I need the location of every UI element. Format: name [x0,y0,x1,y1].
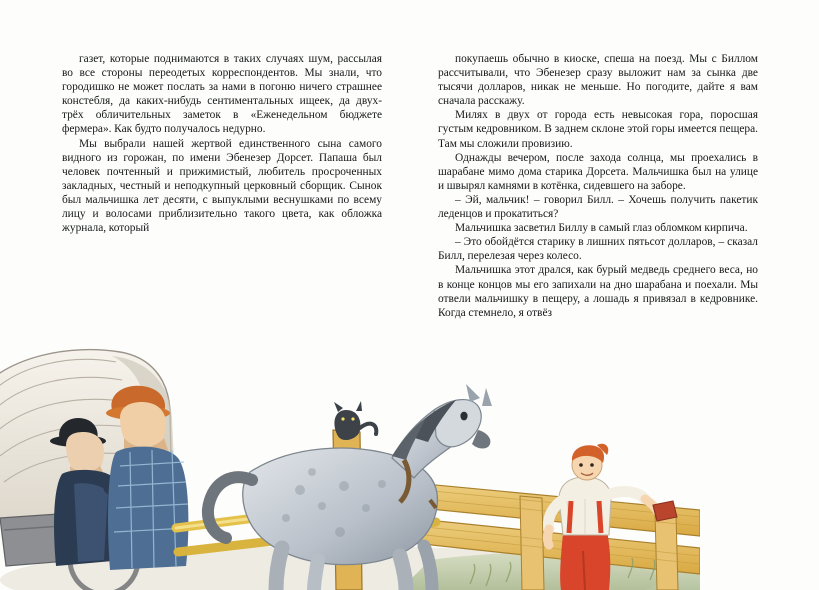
paragraph: Мальчишка засветил Биллу в самый глаз обломком кирпича. [455,222,748,235]
dialog-line: – Эй, мальчик! – говорил Билл. – Хочешь получить пакетик леденцов и прокатиться? [438,193,758,221]
paragraph: Мальчишка этот дрался, как бурый медведь среднего веса, но в конце концов мы его запихали на дно шарабана и поехали. Мы отвели мальчишку в пещеру, а лошадь я привязал в кедровнике. Когда стемнело, я отвёз [438,264,758,319]
brick-in-hand [653,501,677,521]
text-columns [0,52,819,320]
left-text-column [62,52,382,320]
right-text-column [438,52,758,320]
man-with-orange-hat [106,386,188,570]
paragraph: Мы выбрали нашей жертвой единственного сына самого видного из горожан, по имени Эбенезер Дорсет. Папаша был человек почтенный и прижимистый, любитель просроченных закладных, честный и неподкупный церковный сборщик. Сынок был мальчишка лет десяти, с выпуклыми веснушками по всему лицу и волосами приблизительно такого цвета, как обложка журнала, который [62,137,382,235]
paragraph: Милях в двух от города есть невысокая гора, поросшая густым кедровником. В заднем склоне этой горы имеется пещера. Там мы сложили провизию. [438,109,758,150]
paragraph: покупаешь обычно в киоске, спеша на поезд. Мы с Биллом рассчитывали, что Эбенезер сразу выложит нам за сынка две тысячи долларов, никак не меньше. Но погодите, дайте я вам сначала расскажу. [438,53,758,108]
paragraph: Однажды вечером, после захода солнца, мы проехались в шарабане мимо дома старика Дорсета. Мальчишка был на улице и швырял камнями в котёнка, сидевшего на заборе. [438,151,758,192]
dialog-line: – Это обойдётся старику в лишних пятьсот долларов, – сказал Билл, перелезая через колесо. [438,236,758,263]
paragraph: газет, которые поднимаются в таких случаях шум, рассылая во все стороны переодетых корреспондентов. Мы знали, что городишко не может послать за нами в погоню ничего страшнее констебля, да каких-нибудь сентиментальных ищеек, да двух-трёх обличительных заметок в «Еженедельном бюджете фермера». Как будто получалось недурно. [62,53,382,136]
cat-on-post [334,401,376,440]
